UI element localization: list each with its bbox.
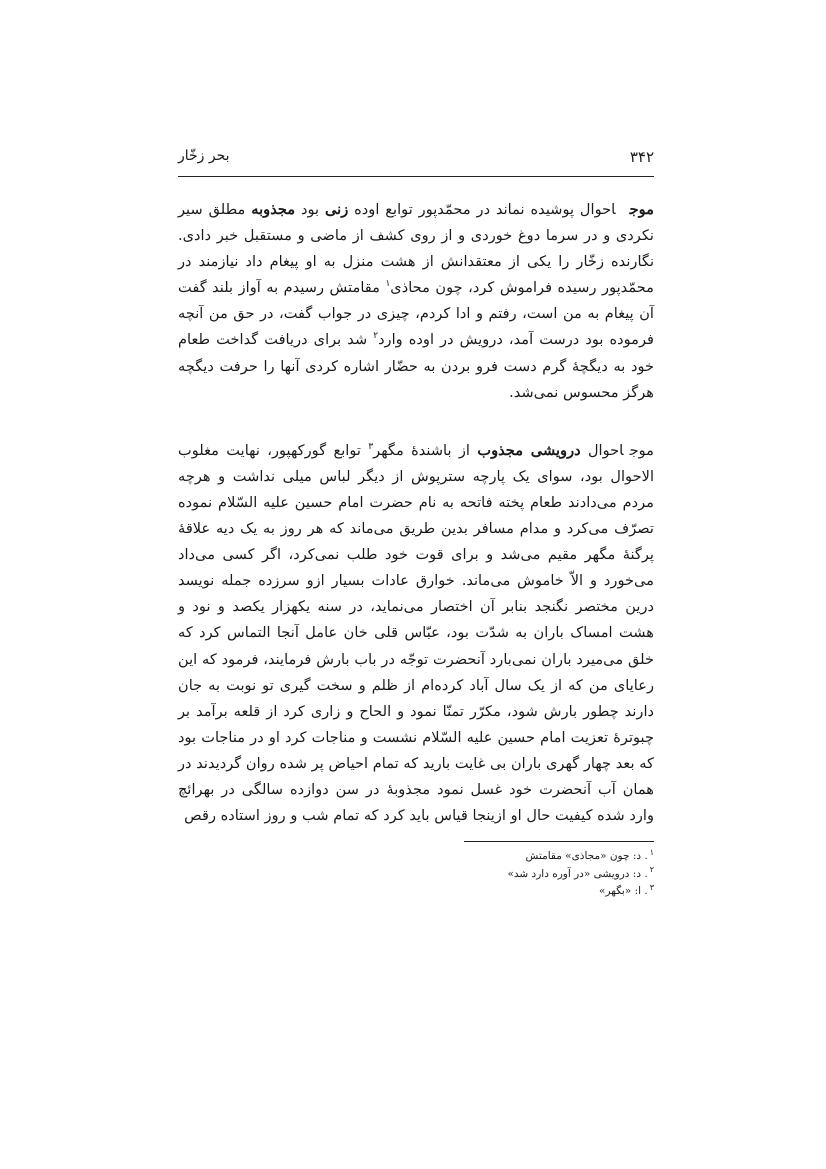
footnote-number: ۳ [649,882,654,892]
entry-text: دارند چطور بارش شود، مکرّر تمنّا نمود و الحاح و زاری کرد از قلعه برآمد بر [178,702,654,720]
entry-text: مقامتش رسیدم به آواز [238,279,386,297]
entry-text: علاقهٔ پرگنهٔ مگهر مقیم می‌شد و برای قوت خود طلب نمی‌کرد، اگر کسی می‌داد [178,520,654,564]
entry-text: چبوترهٔ تعزیت امام حسین علیه السّلام نشست و مناجات کرد او در مناجات بود [178,728,654,746]
entry-text: که بعد چهار گهری باران بی غایت بارید که تمام احیاض پر شده روان گردیدند [196,754,655,772]
entry-text: نیازمند در محمّدپور رسیده فراموش کرد، چون محاذی [178,253,655,297]
footnote-text: . د: چون «مجاذی» مقامتش [525,850,648,863]
entry-text: بود [295,201,325,218]
entry-text: هرچه مردم می‌دادند طعام پخته فاتحه به نام حضرت امام حسین علیه السّلام [178,467,654,511]
entry-text: نموده تصرّف می‌کرد و مدام مسافر بدین طریق می‌ماند که هر روز به یک دیه [178,493,654,538]
entry-text: مغلوب الاحوال بود، سوای یک پارچه سترپوش از دیگر لباس میلی نداشت و [178,441,654,485]
entry-bold-name: زنی [324,201,349,218]
entry-text: احوال پوشیده نماند در محمّدپور توابع اوده [348,201,616,218]
entry-bold-name: درویشی مجذوب [477,441,581,459]
entry-text: حرفت دیگچه هرگز محسوس نمی‌شد. [178,357,654,401]
entry-text: خبر دادی. نگارنده زخّار را یکی از معتقدانش از هشت منزل به او پیغام داد [178,227,655,271]
entry-text: هشت امساک باران به شدّت بود، عبّاس قلی خان عامل آنجا التماس کرد که خلق [178,624,654,668]
book-page [178,140,654,901]
entry-paragraph [178,438,654,829]
entry-text: از باشندهٔ مگهر [373,441,478,459]
entry-paragraph [178,197,654,406]
entry-text: شد برای دریافت [264,331,374,349]
footnote-number: ۲ [649,865,654,875]
footnote-text: . د: درویشی «در آوره دارد شد» [507,867,648,880]
footnote-text: . ا: «بگهر» [599,885,648,898]
entry-text: من آنچه فرموده بود درست آمد، درویش در اوده وارد [178,305,655,349]
entry-term: موج [629,441,655,459]
entry-text: می‌میرد باران نمی‌بارد آنحضرت توجّه در باب بارش فرمایند، فرمود که این [178,650,624,668]
footnote-divider-wrap [178,829,654,842]
running-header [178,140,654,177]
entry-text: گداخت طعام خود به دیگچهٔ گرم دست فرو بردن به حضّار اشاره کردی آنها را [178,331,654,375]
entry-text: مطلق سیر نکردی و در سرما دوغ خوردی و از روی کشف از ماضی و مستقبل [178,201,654,245]
entry-text: بلند گفت آن پیغام به من است، رفتم و ادا کردم، چیزی در جواب گفت، در حق [178,279,654,323]
entry-term: موج [629,201,654,218]
entry-text: می‌خورد و الاّ خاموش می‌ماند. خوارق عادات بسیار ازو سرزده جمله نویسد [178,572,654,590]
footnotes [178,848,654,901]
footnote-ref: ۳ [368,441,374,452]
entry-text: احوال [580,441,624,459]
footnote [178,848,654,866]
footnote-divider [464,841,654,842]
running-title: بحر زخّار [178,148,230,164]
entry-bold-name: مجذوبه [251,201,296,218]
entry-text: توابع گورکهپور، نهایت [226,441,369,459]
entry-text: رعایای من که از یک سال آباد کرده‌ام از ظلم و سخت گیری تو نوبت به جان [178,676,654,694]
entry-text: وارد شده کیفیت حال او ازینجا قیاس باید کرد که تمام شب و روز استاده رقص [184,807,654,825]
entry-text: در همان آب آنحضرت خود غسل نمود مجذوبهٔ در سن دوازده سالگی در بهرائچ [178,754,654,798]
footnote-ref: ۲ [373,331,379,342]
entry-text: درین مختصر نگنجد بنابر آن اختصار می‌نماید، در سنه یکهزار یکصد و نود و [178,598,654,616]
footnote [178,866,654,884]
footnote-number: ۱ [649,847,654,857]
footnote [178,883,654,901]
page-number: ۳۴۲ [629,148,654,166]
footnote-ref: ۱ [385,279,391,290]
